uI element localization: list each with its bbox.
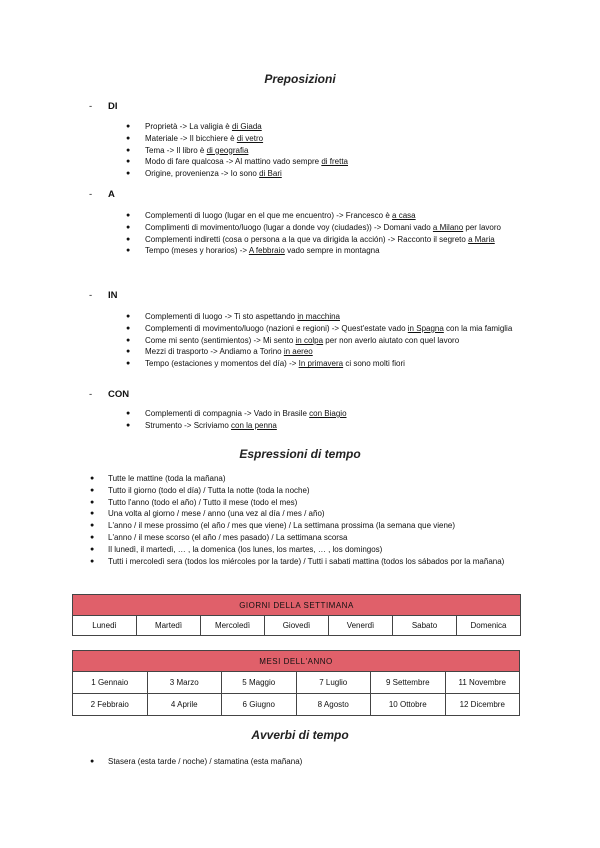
list-item: ● Strumento -> Scriviamo con la penna bbox=[126, 420, 277, 430]
bullet-icon: ● bbox=[126, 146, 131, 154]
month-cell: 7 Luglio bbox=[296, 672, 371, 694]
bullet-icon: ● bbox=[90, 545, 95, 553]
bullet-icon: ● bbox=[126, 348, 131, 356]
list-item: ● Complementi di luogo -> Ti sto aspettando in macchina bbox=[126, 312, 340, 321]
months-table bbox=[72, 650, 520, 716]
list-item: ● Tutto l'anno (todo el año) / Tutto il mese (todo el mes) bbox=[90, 497, 298, 507]
month-cell: 6 Giugno bbox=[222, 694, 297, 716]
section-label: IN bbox=[108, 290, 118, 301]
list-item: ● Stasera (esta tarde / noche) / stamatina (esta mañana) bbox=[90, 757, 303, 766]
month-cell: 8 Agosto bbox=[296, 694, 371, 716]
table-row bbox=[73, 616, 521, 636]
bullet-icon: ● bbox=[126, 247, 131, 255]
bullet-icon: ● bbox=[126, 410, 131, 417]
time-expressions-list bbox=[0, 473, 600, 567]
list-item: ● Il lunedì, il martedì, … , la domenica (los lunes, los martes, … , los domingos) bbox=[90, 544, 383, 554]
bullet-icon: ● bbox=[126, 170, 131, 178]
month-cell: 10 Ottobre bbox=[371, 694, 446, 716]
list-item: ● Tutto il giorno (todo el día) / Tutta la notte (toda la noche) bbox=[90, 485, 310, 495]
bullet-icon: ● bbox=[126, 158, 131, 166]
bullet-icon: ● bbox=[126, 123, 131, 130]
adverbs-list bbox=[0, 756, 600, 768]
di-list bbox=[0, 121, 600, 180]
list-item: ● L'anno / il mese scorso (el año / mes pasado) / La settimana scorsa bbox=[90, 532, 348, 542]
section-con bbox=[0, 389, 600, 432]
section-di bbox=[0, 101, 600, 180]
dash-marker: - bbox=[89, 101, 93, 112]
dash-marker: - bbox=[89, 290, 93, 301]
bullet-icon: ● bbox=[126, 324, 131, 332]
list-item: ● Proprietà -> La valigia è di Giada bbox=[126, 122, 262, 131]
dash-marker: - bbox=[89, 189, 93, 200]
months-table-header: MESI DELL'ANNO bbox=[73, 651, 520, 672]
section-label: DI bbox=[108, 101, 118, 112]
list-item: ● Tempo (meses y horarios) -> A febbraio vado sempre in montagna bbox=[126, 246, 380, 256]
bullet-icon: ● bbox=[126, 313, 131, 320]
list-item: ● Complementi di luogo (lugar en el que me encuentro) -> Francesco è a casa bbox=[126, 211, 416, 220]
list-item: ● Come mi sento (sentimientos) -> Mi sento in colpa per non averlo aiutato con quel lavoro bbox=[126, 335, 460, 345]
list-item: ● Una volta al giorno / mese / anno (una vez al día / mes / año) bbox=[90, 509, 325, 519]
day-cell: Giovedì bbox=[265, 616, 329, 636]
month-cell: 12 Dicembre bbox=[445, 694, 520, 716]
list-item: ● Mezzi di trasporto -> Andiamo a Torino in aereo bbox=[126, 347, 313, 357]
bullet-icon: ● bbox=[90, 498, 95, 506]
dash-marker: - bbox=[89, 389, 93, 400]
list-item: ● Complementi indiretti (cosa o persona a la que va dirigida la acción) -> Racconto il segreto a Maria bbox=[126, 234, 495, 244]
days-table-header: GIORNI DELLA SETTIMANA bbox=[73, 595, 521, 616]
month-cell: 5 Maggio bbox=[222, 672, 297, 694]
bullet-icon: ● bbox=[126, 212, 131, 219]
table-row bbox=[73, 672, 520, 694]
month-cell: 3 Marzo bbox=[147, 672, 222, 694]
section-label: A bbox=[108, 189, 115, 200]
list-item: ● Complementi di compagnia -> Vado in Brasile con Biagio bbox=[126, 409, 347, 418]
bullet-icon: ● bbox=[90, 486, 95, 494]
bullet-icon: ● bbox=[126, 134, 131, 142]
bullet-icon: ● bbox=[90, 510, 95, 518]
bullet-icon: ● bbox=[90, 758, 95, 765]
a-list bbox=[0, 210, 600, 257]
month-cell: 11 Novembre bbox=[445, 672, 520, 694]
bullet-icon: ● bbox=[90, 557, 95, 565]
title-time-expressions: Espressioni di tempo bbox=[239, 447, 361, 461]
day-cell: Mercoledì bbox=[201, 616, 265, 636]
days-of-week-table bbox=[72, 594, 521, 636]
month-cell: 9 Settembre bbox=[371, 672, 446, 694]
bullet-icon: ● bbox=[90, 533, 95, 541]
list-item: ● Tema -> Il libro è di geografia bbox=[126, 145, 249, 155]
month-cell: 2 Febbraio bbox=[73, 694, 148, 716]
day-cell: Venerdì bbox=[329, 616, 393, 636]
title-prepositions: Preposizioni bbox=[264, 72, 336, 86]
table-row bbox=[73, 694, 520, 716]
list-item: ● Modo di fare qualcosa -> Al mattino vado sempre di fretta bbox=[126, 157, 349, 167]
list-item: ● Tutte le mattine (toda la mañana) bbox=[90, 474, 226, 483]
month-cell: 1 Gennaio bbox=[73, 672, 148, 694]
bullet-icon: ● bbox=[126, 360, 131, 368]
list-item: ● Complimenti di movimento/luogo (lugar a donde voy (ciudades)) -> Domani vado a Milano per lavoro bbox=[126, 222, 501, 232]
bullet-icon: ● bbox=[90, 475, 95, 482]
con-list bbox=[0, 408, 600, 432]
day-cell: Lunedì bbox=[73, 616, 137, 636]
in-list bbox=[0, 311, 600, 370]
list-item: ● Tempo (estaciones y momentos del día) -> In primavera ci sono molti fiori bbox=[126, 359, 405, 369]
day-cell: Domenica bbox=[457, 616, 521, 636]
bullet-icon: ● bbox=[126, 336, 131, 344]
list-item: ● Complementi di movimento/luogo (nazioni e regioni) -> Quest'estate vado in Spagna con la mia famiglia bbox=[126, 323, 513, 333]
bullet-icon: ● bbox=[90, 522, 95, 530]
list-item: ● Materiale -> Il bicchiere è di vetro bbox=[126, 133, 264, 143]
section-a bbox=[0, 189, 600, 257]
list-item: ● L'anno / il mese prossimo (el año / mes que viene) / La settimana prossima (la semana que viene) bbox=[90, 521, 456, 531]
section-label: CON bbox=[108, 389, 130, 400]
section-in bbox=[0, 290, 600, 370]
bullet-icon: ● bbox=[126, 223, 131, 231]
list-item: ● Tutti i mercoledì sera (todos los miércoles por la tarde) / Tutti i sabati mattina (todos los sábados por la mañana) bbox=[90, 556, 505, 566]
list-item: ● Origine, provenienza -> Io sono di Bari bbox=[126, 169, 282, 179]
bullet-icon: ● bbox=[126, 235, 131, 243]
day-cell: Sabato bbox=[393, 616, 457, 636]
bullet-icon: ● bbox=[126, 421, 131, 429]
title-adverbs: Avverbi di tempo bbox=[251, 728, 349, 742]
day-cell: Martedì bbox=[137, 616, 201, 636]
month-cell: 4 Aprile bbox=[147, 694, 222, 716]
